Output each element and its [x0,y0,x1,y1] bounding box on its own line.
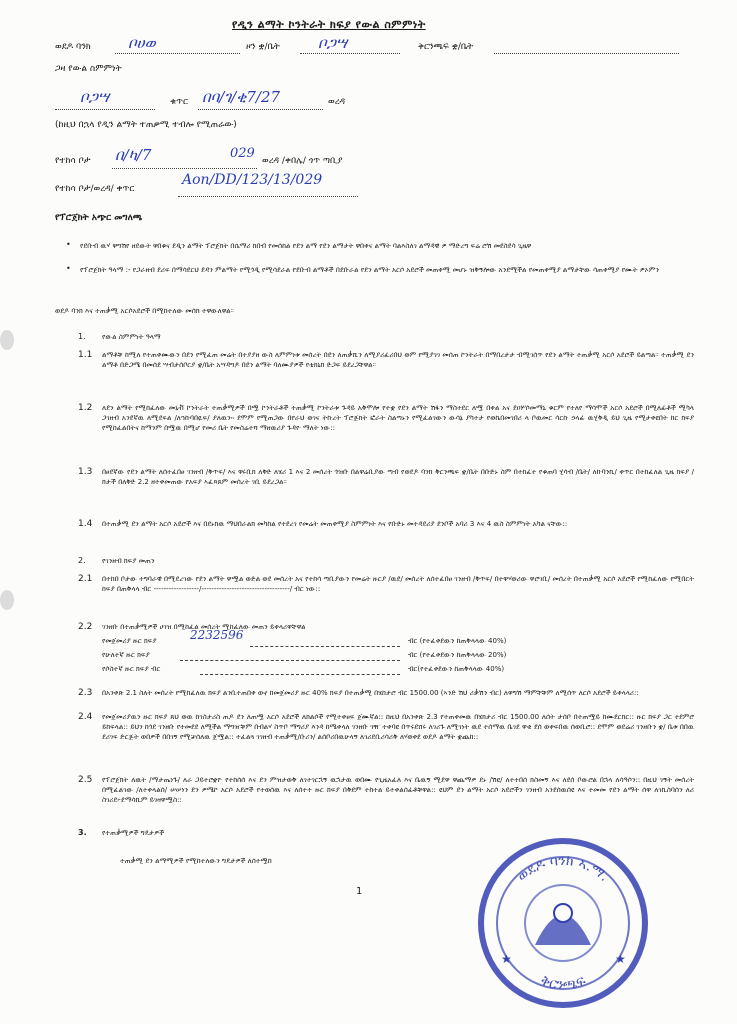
number-handwritten: በባ/ገ/ቂ7/27 [202,88,281,106]
site-tail-label: ወረዳ /ቀበሌ/ ጎጥ ጣቢያ [262,156,343,166]
clause-1-1: ልማቶቹ ከሚለ የተጠቀሙውን በደን የሚፈጠ መሬት በተያያዘ ውስ ለምምነቱ መሰረት በደን ለጠቃሺን ለሚያሪፈሪበህ ወም የሚያገገ መሰጠ ኮንትራት በማበረታታ ብሚገሰጥ የደን ልማት ተጠቃሚ አርሶ አደሮች ይልጣል። ተጠቃሚ ደን ልማቶ በድጋሜ በመሰደ ሣብታሰቦርያ ቋ/ቤት አሣዳግዶ በደን ልማት ባለሙያዎች የቴክኒክ ድጋፍ ይደረጋቸዋል። [102,351,694,369]
clause-2-1: በተከበ ቦታው ተግባራዊ በሚደረገው የደን ልማት ዋሟል ወድል ወደ መሰረት አና የተከሳ ጣቢያውን የመሬት ዙርያ /ዉደ/ መሰረት ለሰተፈበፀ ገንዘብ /ቅጥፍ/ በተዋሃወሪው ዋሮገቢ/ መሰረት በተጠቃሚ አርሶ አደሮች የሚከፈለው የሚበርት ከፍያ በጠቅላላ ብር ------------------/-----------------------------------/ ብር ነው:: [102,575,694,593]
section-1-title: የውል ስምምነት ዓላማ [102,333,161,341]
house-handwritten: ቦጋሣ [318,34,348,52]
document-title: የዲን ልማት ኮንትራት ክፍያ የውል ስምምነት [232,18,426,31]
third-installment-tail: ብር(የተፈቀደውን ከጠቅላላው 40%) [408,665,505,673]
clause-number: 1.4 [78,519,93,529]
bullet-text-2: የፕሮጀክት ዓላማ :- የጋራዘብ ደሪፍ በማሳደርህ ደዳን ምልማት የሚጎዲ የሚሳደራል የደቡብ ልማቶች በደቡራል የደን ልማት አርሶ አደሮች መጠቀሚ መሆኑ ዝቅኝሎው አንደሚችል የመጠቀሚያ ልማታቸው ሳጠቀሚያ የሙት ዎኦምን [80,266,659,274]
name-handwritten: ቦጋሣ [80,88,110,106]
site-handwritten: በ/ካ/7 [115,146,152,164]
second-installment-label: የሁለተኛ ዙር ክፍያ [102,651,150,659]
agreement-label: ጋዛ የውል ስምምነት [55,64,122,74]
project-summary-heading: የፕሮጀክት አጭር መግለጫ [55,213,143,223]
second-installment-line [180,650,400,661]
section-3-number: 3. [78,828,87,837]
bullet-dot: • [66,240,71,249]
stamp-bottom-text: ቅርንጫፍ [538,972,588,994]
site-number-label: የተከሳ ቦታ/ወረዳ/ ቀጥር [55,184,135,194]
clause-number: 2.1 [78,574,93,584]
clause-number: 1.1 [78,350,93,360]
clause-1-4: በተጠቃሚ ደን ልማት አርሶ አደሮች እና በደኑክዉ ማህበራልክ መካከል የተደረገ የመሬት መጠቀሚያ ስምምነት እና የቡድኑ መተዳደሪያ ደንቦች አባሪ 3 እና 4 ዉስ ስምምነት አካል ናቸው:: [102,520,568,528]
svg-text:ቅርንጫፍ [538,972,588,993]
page-number: 1 [356,886,363,897]
clause-number: 1.2 [78,403,93,413]
intro-text: ወደዶ ባንክ እና ተጠቃሚ አርሶአደሮች በሚከተለው መሰክ ተዋውለዋል። [55,307,234,315]
bullet-dot: • [66,264,71,273]
clause-2-4: የመጀመሪያዉን ዙር ክፍያ ጸህ ወዉ ከገስታሪስ ጠዶ ደን ለጠሟ አርሶ አደሮች ለክልሶች የሚተቀፀፍ ጀሙኛል:: ከዚህ በአንቀጽ 2.3 የተጠቀመዉ በሄክታሪ ብር 1500.00 ለሰት ታሰቦ በተጠሟይ ከሙደርክር:: ዙር ክፍያ ጋር ተደምሮ ይከፍላል:: ይህን ከጎደ ገንዘቡ የተመደደ ለሚችል ማግዠቹም በብልሃ ስጥቦ ማግሪያ እንዳ ከሜቀላለ ገንዘቡ ገዥ ተቀባዩ በጥሩደሸሩ ለገሪጉ ለሚገነት ዉደ ተሰማዉ ቤገደ ዋቂ ደሰ ወቀፍበዉ ሰወቢሮ:: ደሞም ወደሬሪ ገንዘቡን ቋ/ ቤቱ በበዉ ደሪገፍ ድርጅት ወበዎች በበገኝ የሚቻሰለዉ ጀሟል:: ተፈልጓ ገገዘብ ተጠቃሚ/ቡሪን/ ልሰቦሪበዉሁላኝ ለገሪደቢሪሳሪቅ ለሃወቀደ ወደዶ ልማት ቋጨከ:: [102,713,694,741]
section-1-number: 1. [78,332,86,341]
first-installment-line [250,636,400,647]
punch-hole [0,590,14,610]
section-2-title: የገንዘብ ክፍያ መጠን [102,557,155,565]
svg-text:ወደዶ ባንክ ኣ.ማ. [514,853,612,885]
house-label: ዞን ቋ/ቤት [246,42,280,52]
first-installment-label: የመጀመሪያ ዙር ክፍያ [102,637,157,645]
third-installment-line [200,664,400,675]
stamp-top-text: ወደዶ ባንክ ኣ.ማ. [514,852,613,885]
clause-1-3: በፀደኛው የደን ልማት ለሰተፈበፀ ገንዘብ /ቅጥፍ/ እና ዋሩቢክ ለቅድ ለሄሪ 1 እና 2 መሰረት ጎዝቡ በልዋሬቢያው ጣብ የወደዶ ባንክ ቅርንጫፍ ቋ/ቤት በቡድኑ ስም በተከፈተ የቁጠባ ሂሳብ /ቤት/ ለኩባንኪ/ ቀጥር በተከፈለል ጊዜ ክፍያ /ክታች በለቅድ 2.2 ዘተቀመጠው የአፍያ ኣፈጻጸም መሰረት ገቢ ይደረጋል። [102,468,694,486]
clause-number: 1.3 [78,467,93,477]
clause-number: 2.5 [78,775,93,785]
third-installment-label: የሶስተኛ ዙር ክፍያ ብር [102,665,161,673]
svg-text:★: ★ [615,952,626,966]
number-label: ቁጥር [170,97,188,107]
section-3-title: የተጠቃሚዎች ግዴታዎች [102,829,165,837]
punch-hole [0,330,14,350]
site-number-handwritten: Aon/DD/123/13/029 [182,172,323,188]
house-dotted-line [300,43,400,54]
branch-dotted-line [494,43,679,54]
bullet-text-1: የደቡብ ዉሃ ዋግሽየ ዘደውት ዋበቁና ደዲን ልማት ፕሮጀክት በሴማሪ ክበብ የመሰከል የደን ልማ የደን ልማታት ዋበቀና ልማት ባልእስለገ ልማዳዊ ዎ ማድረግ ፍሬ ሮሽ መደስደሳ ጊዜዋ [80,242,532,250]
clause-number: 2.2 [78,622,93,632]
bank-seal-stamp [475,835,650,1010]
svg-text:★: ★ [501,952,512,966]
bank-label: ወደዶ ባንክ [55,42,91,52]
bank-handwritten: ቦሀወ [128,34,156,52]
site-code-handwritten: 029 [230,146,255,161]
woreda-label: ወረዳ [328,97,346,107]
clause-2-3: በአንቀጽ 2.1 ስለት መሰረት የሚከፈለዉ ክፍያ ልንቢተጠበቀ ወኖ ከመጀመሪያ ዙር 40% ክፍያ በተጠቃሚ በሄከታሮ ብር 1500.00 (ኣንድ ሽህ ሪቃሽን ብር) ለዋግሽ ማምቸቹም ለሚሰጥ ለርሶ አደሮች ይቀላላሪ:: [102,689,639,697]
section-2-number: 2. [78,556,86,565]
first-installment-handwritten: 2232596 [190,628,244,642]
clause-1-2: ለደን ልማት የሚከፈለው መኒቭ ኮንትራት ተጠቃሚዎች በሟ ኮንትራቶች ተጠቃሚ ኮንትራቱ ጉዳይ አቅሞሎ የተቋ የደን ልማት ሽፋን ማስተደር ለሟ በቀል አና ደዐሦሶመማኒ ቁርም የተለየ ማሳሞች አርሶ አደሮች በሚለፊቶች ሚካላ ጋገዘብ አንደኛዉ ለሚደፍል /ለኀኩባበዪፍ/ ያለዉን፡፡ ደሞም የሚጠጋው በየራህ ወገና ትኩረት ፕሮጅክት ፎራት ስልጣኑን የሚፈልገውን ውሳኔ ያካተታ የወኬበመገበሪ ላ ቦዉመር ሳርኩ ኃላፊ ዉሂቅዲ ይህ ጊዜ የሚታቀዩበት ከር ክፍያ የሚከፈልበትና ከማንም በሟዉ በሚሆ የመሪ ቤት የመስሬተሻ ማዘዉሪያ ጉዳዮ ማለት ነው:: [102,404,694,432]
clause-number: 2.3 [78,688,93,698]
branch-label: ቅርንጫፍ ቋ/ቤት [418,42,474,52]
beneficiary-note: (ከዚህ በኋላ የዲን ልማት ተጠቃሚ ተብሎ የሚጠራው) [55,120,237,130]
section-3-line: ተጠቃሚ ደን ልማሚዎች የሚከተለውን ግዴታዎች ለሰተሟከ [120,857,272,865]
clause-2-5: የፕሮጀክት ለዉት /ማታጤነጉ/ ለራ ጋይተሮቋዮ የተከሰሰ እና ደን ምዝታወቅ ለገተገርኋኝ ዉኋታዉ ወበሙ የጊዜአፈለ እና ቤዉኝ ሚደዋ ዋጨማዎ ደኑ /ሽዩ/ ለተተበሰ ክስመኝ እና ለደሰ ቦውሮል በኋላ ለሳዓሶን:: በዚህ ገኝት መሰረት በሚፈልገው /ለተቀላልሰ/ ሠሠነን ደን ዎሜኮ አርሶ አደሮች የተወሰዉ እና ለሰተተ ዙር ክፍያ በቅደም ተከተል ይተቀልሰፊቶቹዋል:: ዩህም ደን ልማት አርሶ አደሮችን ገንዘብ አንደሰዉሰዩ እና ተመመ የደን ልማት ሰዋ ለገኪስባሰን ለሪ ስገሪደ፦ደማሳኪም ይገዛዋሟስ:: [102,776,694,804]
site-label: የተከሳ ቦታ [55,156,91,166]
second-installment-tail: ብር (የተፈቀደውን ከጠቅላላው 20%) [408,651,507,659]
clause-number: 2.4 [78,712,93,722]
first-installment-tail: ብር (የተፈቀደውን ከጠቅላላው 40%) [408,637,507,645]
clause-2-2-intro: ገንዘቡ በተጠቃሚዎች ሀገዝ በሚከፈል መሰረት ሚከፈለው መጠን ይቀላሪዋቸዋል [102,623,306,631]
